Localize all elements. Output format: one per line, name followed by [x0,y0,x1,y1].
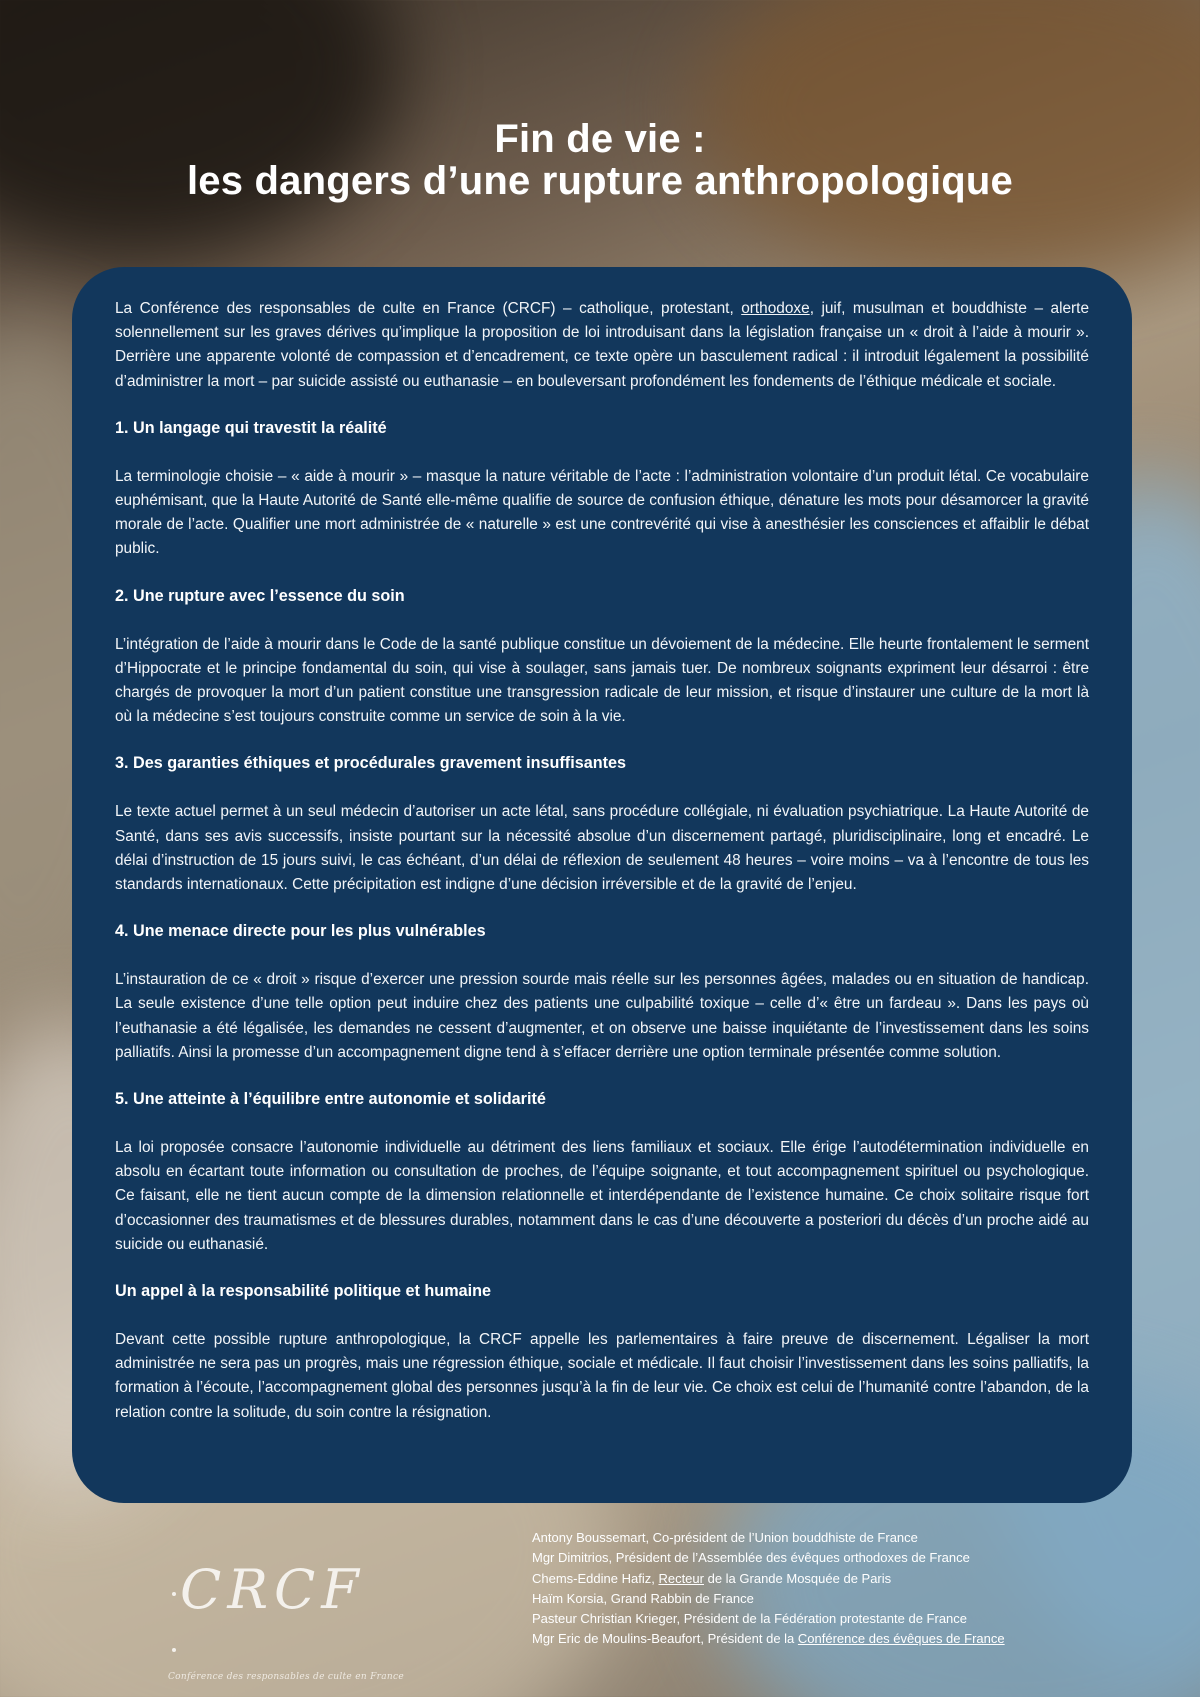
page-title-line-1: Fin de vie : [494,117,706,161]
signatory-4: Haïm Korsia, Grand Rabbin de France [532,1590,754,1606]
intro-text-start: La Conférence des responsables de culte en France (CRCF) – catholique, protestant, [115,300,742,317]
signatory-3-role: de la Grande Mosquée de Paris [703,1570,892,1586]
section-text-1: La terminologie choisie – « aide à mourir » – masque la nature véritable de l’acte : l’administration volontaire d’un produit létal. Ce vocabulaire euphémisant, que la Haute Autorité de Santé elle-même qualifie de source de confusion éthique, dénature les mots pour désamorcer la gravité morale de l’acte. Qualifier une mort administrée de « naturelle » est une contrevérité qui vise à anesthésier les consciences et affaiblir le débat public. [115,467,1089,558]
section-heading-3: 3. Des garanties éthiques et procédurales gravement insuffisantes [115,754,626,773]
section-heading-2: 2. Une rupture avec l’essence du soin [115,586,405,605]
section-text-4: L’instauration de ce « droit » risque d’exercer une pression sourde mais réelle sur les personnes âgées, malades ou en situation de handicap. La seule existence d’une telle option peut induire chez des patients une culpabilité toxique – celle d’« être un fardeau ». Dans les pays où l’euthanasie a été légalisée, les demandes ne cessent d’augmenter, et on observe une baisse inquiétante de l’investissement dans les soins palliatifs. Ainsi la promesse d’un accompagnement digne tend à s’effacer derrière une option terminale présentée comme solution. [115,971,1089,1061]
logo-dot-left [172,1592,176,1596]
page-title-line-2: les dangers d’une rupture anthropologique [186,159,1014,203]
intro-text-end: , juif, musulman et bouddhiste – alerte solennellement sur les graves dérives qu’implique la proposition de loi introduisant dans la législation française un « droit à l’aide à mourir ». Derrière une apparente volonté de compassion et d’encadrement, ce texte opère un basculement radical : il introduit légalement la possibilité d’administrer la mort – par suicide assisté ou euthanasie – en bouleversant profondément les fondements de l’éthique médicale et sociale. [115,300,1090,390]
section-text-2: L’intégration de l’aide à mourir dans le Code de la santé publique constitue un dévoiement de la médecine. Elle heurte frontalement le serment d’Hippocrate et le principe fondamental du soin, qui vise à soulager, sans jamais tuer. De nombreux soignants expriment leur désarroi : être chargés de provoquer la mort d’un patient constitue une transgression radicale de leur mission, et risque d’instaurer une culture de la mort là où la médecine s’est toujours construite comme un service de soin à la vie. [115,635,1089,726]
section-heading-1: 1. Un langage qui travestit la réalité [115,418,387,437]
section-heading-4: 4. Une menace directe pour les plus vulnérables [115,922,486,941]
section-text-appeal: Devant cette possible rupture anthropologique, la CRCF appelle les parlementaires à faire preuve de discernement. Légaliser la mort administrée ne sera pas un progrès, mais une régression éthique, sociale et médicale. Il faut choisir l’investissement dans les soins palliatifs, la formation à l’écoute, l’accompagnement global des personnes jusqu’à la fin de leur vie. Ce choix est celui de l’humanité contre l’abandon, de la relation contre la solitude, du soin contre la résignation. [115,1331,1089,1421]
logo-wordmark: CRCF [180,1558,365,1621]
signatory-3-name: Chems-Eddine Hafiz, [532,1570,659,1586]
signatories-list [532,1528,1172,1650]
content-panel [72,267,1132,1503]
recteur-link[interactable]: Recteur [658,1570,704,1586]
logo-subtitle: Conférence des responsables de culte en France [168,1672,404,1682]
signatory-5: Pasteur Christian Krieger, Président de la Fédération protestante de France [532,1611,968,1627]
signatory-3 [532,1569,1172,1589]
conference-eveques-link[interactable]: Conférence des évêques de France [797,1631,1005,1647]
section-text-3: Le texte actuel permet à un seul médecin d’autoriser un acte létal, sans procédure collégiale, ni évaluation psychiatrique. La Haute Autorité de Santé, dans ses avis successifs, insiste pourtant sur la nécessité absolue d’un discernement partagé, pluridisciplinaire, long et encadré. Le délai d’instruction de 15 jours suivi, le cas échéant, d’un délai de réflexion de seulement 48 heures – voire moins – va à l’encontre de tous les standards internationaux. Cette précipitation est indigne d’une décision irréversible et de la gravité de l’enjeu. [115,803,1089,894]
orthodoxe-link[interactable]: orthodoxe [741,300,810,317]
signatory-1: Antony Boussemart, Co-président de l’Union bouddhiste de France [532,1530,918,1545]
section-heading-appeal: Un appel à la responsabilité politique et humaine [115,1282,491,1301]
section-heading-5: 5. Une atteinte à l’équilibre entre autonomie et solidarité [115,1090,546,1109]
signatory-6 [532,1629,1172,1649]
signatory-6-name: Mgr Eric de Moulins-Beaufort, Président de la [532,1631,798,1647]
section-text-5: La loi proposée consacre l’autonomie individuelle au détriment des liens familiaux et sociaux. Elle érige l’autodétermination individuelle en absolu en écartant toute information ou consultation de proches, de l’équipe soignante, et tout accompagnement spirituel ou psychologique. Ce faisant, elle ne tient aucun compte de la dimension relationnelle et interdépendante de l’existence humaine. Ce choix solitaire risque fort d’occasionner des traumatismes et de blessures durables, notamment dans le cas d’une découverte a posteriori du décès d’un proche aidé au suicide ou euthanasié. [115,1139,1089,1253]
logo-wordmark-row [168,1558,368,1674]
crcf-logo [168,1558,404,1682]
intro-paragraph [115,297,1089,394]
logo-dot-right [172,1648,176,1652]
page-title [0,118,1200,202]
signatory-2: Mgr Dimitrios, Président de l’Assemblée des évêques orthodoxes de France [532,1550,970,1566]
